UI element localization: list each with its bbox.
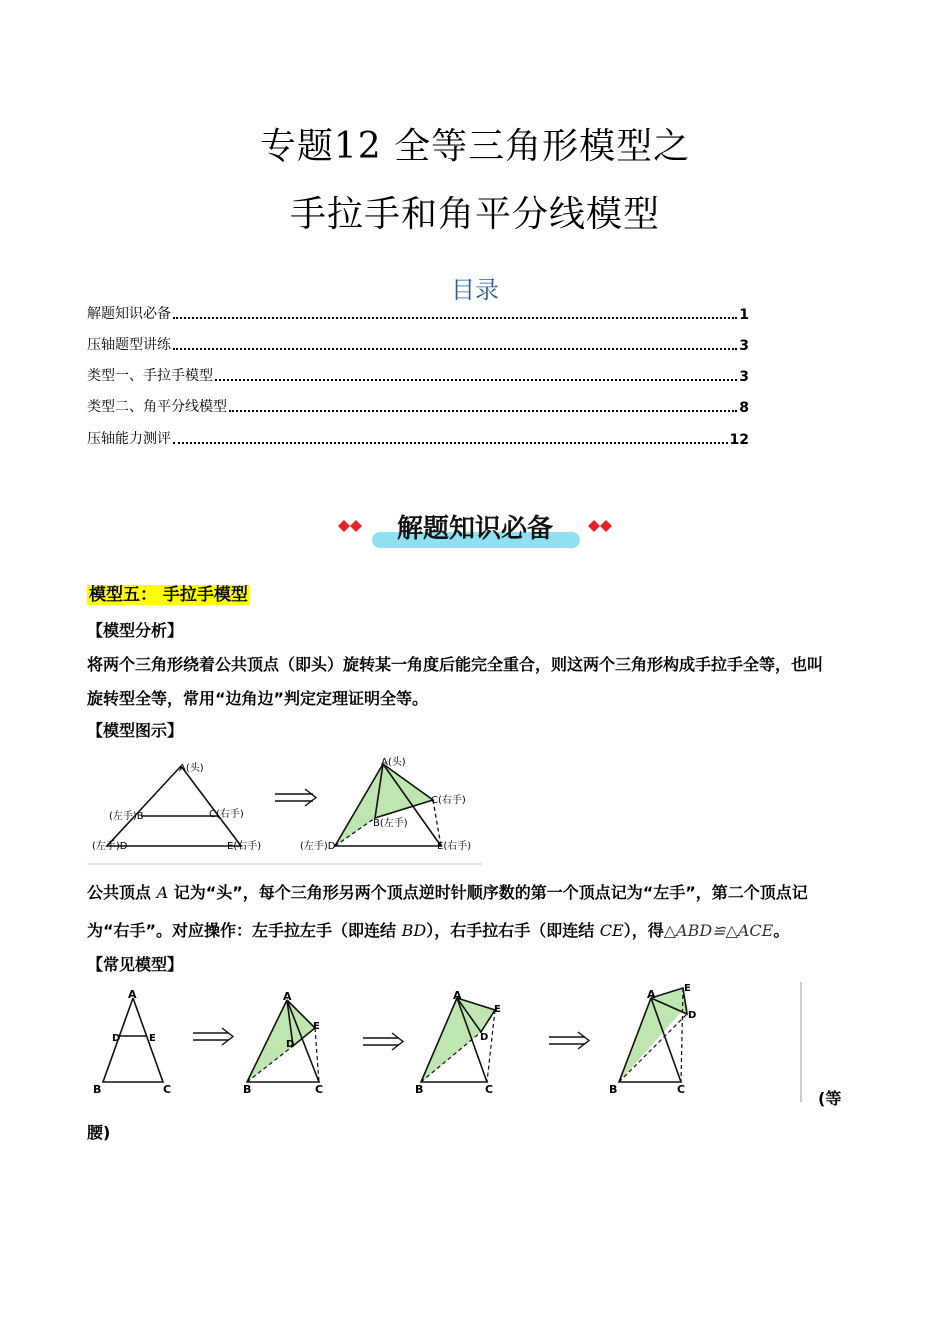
label-C: C	[163, 1083, 172, 1096]
toc-entry[interactable]	[87, 303, 749, 323]
toc-entry[interactable]	[87, 334, 749, 354]
label-B: B	[93, 1083, 102, 1096]
diamond-icon	[588, 520, 612, 532]
toc-entry[interactable]	[87, 428, 749, 448]
label-D: D	[286, 1039, 295, 1050]
label-B: B	[243, 1083, 252, 1096]
toc-entry[interactable]	[87, 365, 749, 385]
desc-text: ），右手拉右手（即连结	[426, 921, 600, 940]
label-E: E	[149, 1033, 156, 1044]
common-models-heading: 【常见模型】	[87, 955, 184, 974]
toc-entry-page: 12	[729, 432, 749, 448]
label-A: A(头)	[381, 757, 406, 768]
toc-entry-page: 3	[739, 369, 749, 385]
label-B: B	[415, 1083, 424, 1096]
var-A: A	[156, 883, 169, 902]
toc-dot-leader	[173, 442, 728, 444]
label-E: E	[494, 1004, 501, 1015]
desc-text: 。	[773, 921, 790, 940]
label-E: E	[313, 1021, 320, 1032]
toc-entry[interactable]	[87, 396, 749, 416]
label-D: D	[480, 1032, 489, 1043]
diamond-icon	[338, 520, 362, 532]
label-A: A(头)	[179, 763, 204, 774]
congruence-formula: △ABD≌△ACE	[663, 921, 774, 940]
page-title-line1: 专题12 全等三角形模型之	[259, 126, 691, 167]
toc-entry-page: 3	[739, 338, 749, 354]
page-title-line2: 手拉手和角平分线模型	[289, 194, 660, 235]
label-A: A	[283, 990, 292, 1003]
label-E: E(右手)	[227, 841, 262, 852]
toc-entry-page: 1	[739, 307, 749, 323]
label-E: E	[684, 983, 691, 994]
triangle-before	[107, 766, 241, 846]
label-D: D	[688, 1010, 697, 1021]
label-C: C(右手)	[431, 795, 466, 806]
toc-entry-page: 8	[739, 400, 749, 416]
label-A: A	[128, 988, 137, 1001]
analysis-heading: 【模型分析】	[87, 621, 184, 640]
implies-arrow-icon	[363, 1033, 403, 1050]
label-D: (左手)D	[92, 841, 128, 852]
description-line2	[87, 918, 789, 941]
label-B: B(左手)	[373, 818, 408, 829]
diagram-heading: 【模型图示】	[87, 721, 184, 740]
toc-entry-label: 压轴题型讲练	[87, 337, 171, 353]
implies-arrow-icon	[549, 1032, 589, 1049]
toc-entry-label: 类型一、手拉手模型	[87, 368, 213, 384]
label-A: A	[453, 989, 462, 1002]
toc-entry-label: 压轴能力测评	[87, 431, 171, 447]
label-D: D	[112, 1033, 121, 1044]
implies-arrow-icon	[193, 1028, 233, 1045]
label-B: (左手)B	[109, 811, 144, 822]
model-title	[87, 580, 250, 605]
label-E: E(右手)	[437, 841, 472, 852]
implies-arrow-icon	[275, 789, 316, 806]
analysis-text-line2: 旋转型全等，常用“边角边”判定定理证明全等。	[87, 689, 429, 708]
desc-text: 为“右手”。对应操作：左手拉左手（即连结	[87, 921, 402, 940]
desc-text: ），得	[623, 921, 664, 940]
isosceles-label-part1: (等	[818, 1089, 842, 1108]
toc-dot-leader	[173, 348, 737, 350]
model-title-text: 模型五： 手拉手模型	[89, 585, 248, 605]
common-models-diagram	[87, 980, 807, 1102]
description-line1	[87, 880, 808, 903]
toc-heading: 目录	[451, 276, 499, 304]
toc-dot-leader	[173, 317, 737, 319]
label-C: C	[485, 1083, 494, 1096]
section-banner	[330, 506, 620, 552]
label-C: C	[315, 1083, 324, 1096]
label-A: A	[647, 988, 656, 1001]
toc-entry-label: 类型二、角平分线模型	[87, 399, 227, 415]
toc-dot-leader	[229, 410, 737, 412]
desc-text: 公共顶点	[87, 883, 157, 902]
toc-dot-leader	[215, 379, 737, 381]
rotation-step-3	[619, 988, 689, 1082]
label-C: C(右手)	[209, 809, 244, 820]
rotation-step-1	[247, 1000, 319, 1082]
triangle-after	[335, 764, 441, 846]
var-BD: BD	[401, 921, 427, 940]
toc-entry-label: 解题知识必备	[87, 306, 171, 322]
model-diagram	[87, 752, 482, 866]
banner-text: 解题知识必备	[396, 514, 554, 544]
label-C: C	[677, 1083, 686, 1096]
label-B: B	[609, 1083, 618, 1096]
var-CE: CE	[599, 921, 624, 940]
desc-text: 记为“头”，每个三角形另两个顶点逆时针顺序数的第一个顶点记为“左手”，第二个顶点记	[168, 883, 808, 902]
analysis-text-line1: 将两个三角形绕着公共顶点（即头）旋转某一角度后能完全重合，则这两个三角形构成手拉手全等，也叫	[87, 655, 824, 674]
label-D: (左手)D	[300, 841, 336, 852]
isosceles-label-part2: 腰)	[87, 1123, 111, 1142]
